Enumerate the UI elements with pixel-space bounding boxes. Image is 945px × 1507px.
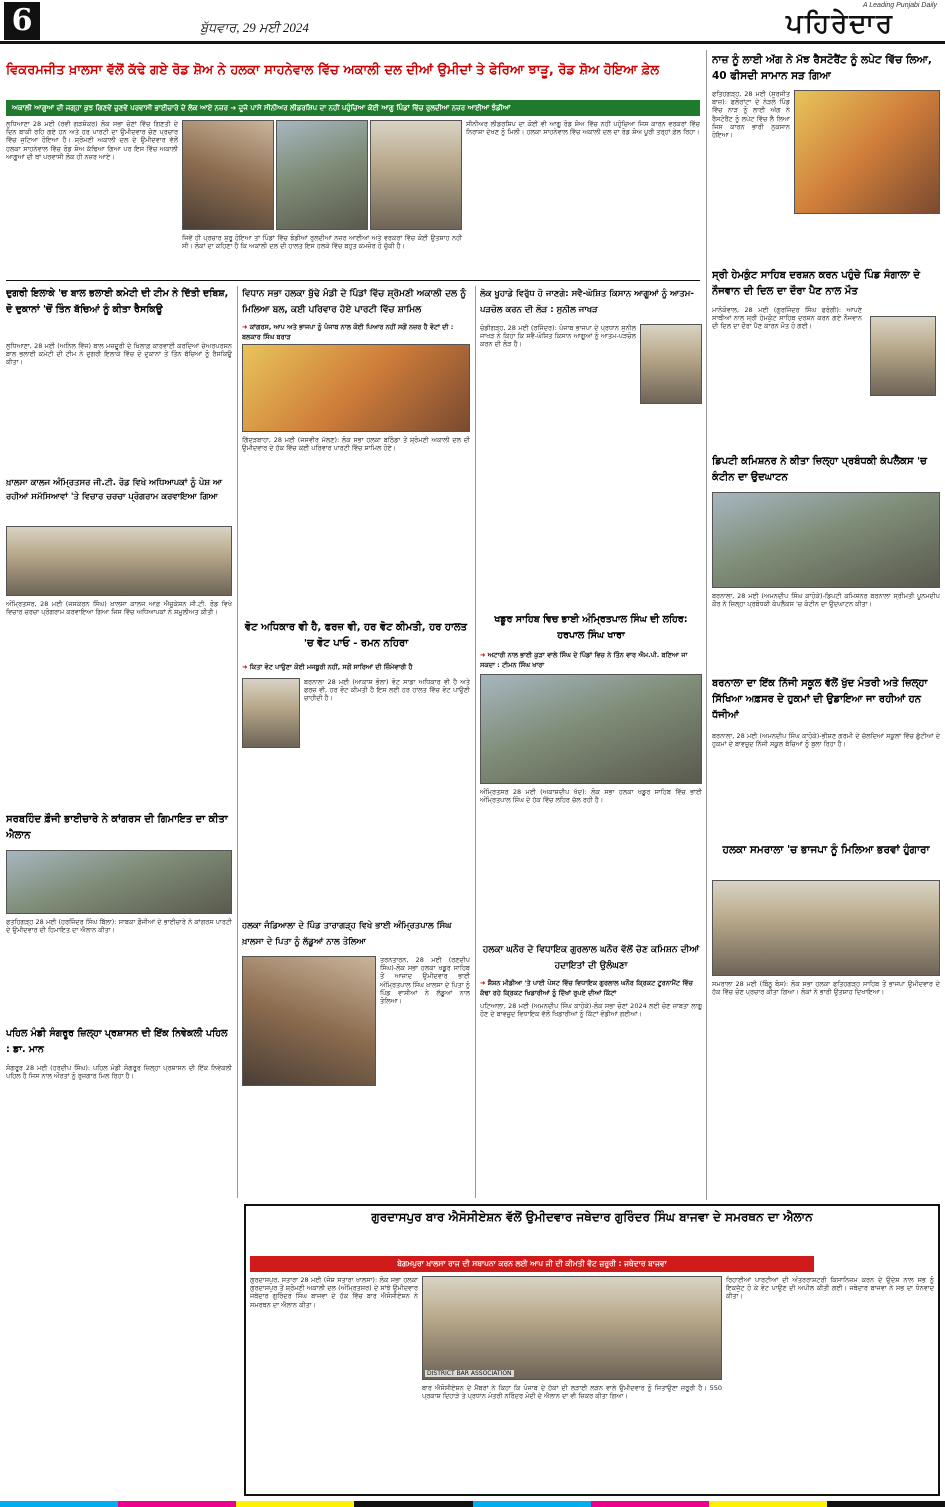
section-rule [6,280,700,281]
col1-body-3: ਫਤਹਿਗੜ੍ਹ 28 ਮਈ (ਹਰਜਿੰਦਰ ਸਿੰਘ ਬਿੱਲਾ): ਸਾਬਕਾ ਫ਼ੌਜੀਆਂ ਦੇ ਭਾਈਚਾਰੇ ਨੇ ਕਾਂਗਰਸ ਪਾਰਟੀ ਦੇ ਉਮੀਦਵਾਰ ਦੀ ਹਿਮਾਇਤ ਦਾ ਐਲਾਨ ਕੀਤਾ। [6,918,232,935]
lead-body-3: ਸੀਨੀਅਰ ਲੀਡਰਸ਼ਿਪ ਦਾ ਕੋਈ ਵੀ ਆਗੂ ਰੋਡ ਸ਼ੋਅ ਵਿੱਚ ਨਹੀਂ ਪਹੁੰਚਿਆ ਜਿਸ ਕਾਰਨ ਵਰਕਰਾਂ ਵਿੱਚ ਨਿਰਾਸ਼ਾ ਦੇਖਣ ਨੂੰ ਮਿਲੀ। ਹਲਕਾ ਸਾਹਨੇਵਾਲ ਵਿੱਚ ਅਕਾਲੀ ਦਲ ਦਾ ਰੋਡ ਸ਼ੋਅ ਪੂਰੀ ਤਰ੍ਹਾਂ ਫ਼ੇਲ ਰਿਹਾ। [466,120,700,137]
col2-headline-2: ਵੋਟ ਅਧਿਕਾਰ ਵੀ ਹੈ, ਫਰਜ਼ ਵੀ, ਹਰ ਵੋਟ ਕੀਮਤੀ, ਹਰ ਹਾਲਤ 'ਚ ਵੋਟ ਪਾਓ - ਰਮਨ ਨਹਿਰਾ [244,622,468,649]
hemkunt-body: ਮਾਨੋਕੋਵਾਲ, 28 ਮਈ (ਗੁਰਜਿੰਦਰ ਸਿੰਘ ਫਰੰਗੀ): ਆਪਣੇ ਸਾਥੀਆਂ ਨਾਲ ਸ੍ਰੀ ਹੇਮਕੁੰਟ ਸਾਹਿਬ ਦਰਸ਼ਨ ਕਰਨ ਗਏ ਨੌਜਵਾਨ ਦੀ ਦਿਲ ਦਾ ਦੌਰਾ ਪੈਣ ਕਾਰਨ ਮੌਤ ਹੋ ਗਈ। [712,306,862,331]
bottom-body-left: ਗੁਰਦਾਸਪੁਰ, ਸਤਾਰਾ 28 ਮਈ (ਜੋਸ਼ ਸਤਾਰਾ ਖਾਲਸਾ): ਲੋਕ ਸਭਾ ਹਲਕਾ ਗੁਰਦਾਸਪੁਰ ਤੋਂ ਸ਼੍ਰੋਮਣੀ ਅਕਾਲੀ ਦਲ (ਅੰਮ੍ਰਿਤਸਰ) ਦੇ ਸਾਂਝੇ ਉਮੀਦਵਾਰ ਜਥੇਦਾਰ ਗੁਰਿੰਦਰ ਸਿੰਘ ਬਾਜਵਾ ਦੇ ਹੱਕ ਵਿੱਚ ਬਾਰ ਐਸੋਸੀਏਸ਼ਨ ਨੇ ਸਮਰਥਨ ਦਾ ਐਲਾਨ ਕੀਤਾ। [250,1276,418,1309]
masthead [0,0,945,44]
fire-headline: ਨਾਜ਼ ਨੂੰ ਲਾਈ ਅੱਗ ਨੇ ਮੱਝ ਰੈਸਟੋਰੈਂਟ ਨੂੰ ਲਪੇਟ ਵਿੱਚ ਲਿਆ, 40 ਫੀਸਦੀ ਸਾਮਾਨ ਸੜ ਗਿਆ [712,54,932,82]
column-divider [237,286,238,1198]
samrala-body: ਸਮਰਾਲਾ 28 ਮਈ (ਬਿੰਨੂ ਬੋਸ): ਲੋਕ ਸਭਾ ਹਲਕਾ ਫਤਿਹਗੜ੍ਹ ਸਾਹਿਬ ਤੋਂ ਭਾਜਪਾ ਉਮੀਦਵਾਰ ਦੇ ਹੱਕ ਵਿੱਚ ਚੋਣ ਪ੍ਰਚਾਰ ਕੀਤਾ ਗਿਆ। ਲੋਕਾਂ ਨੇ ਭਾਰੀ ਉਤਸ਼ਾਹ ਦਿਖਾਇਆ। [712,980,940,997]
bottom-body-mid: ਬਾਰ ਐਸੋਸੀਏਸ਼ਨ ਦੇ ਮੈਂਬਰਾਂ ਨੇ ਕਿਹਾ ਕਿ ਪੰਜਾਬ ਦੇ ਹੱਕਾਂ ਦੀ ਲੜਾਈ ਲੜਨ ਵਾਲੇ ਉਮੀਦਵਾਰ ਨੂੰ ਜਿਤਾਉਣਾ ਜ਼ਰੂਰੀ ਹੈ। 550 ਪ੍ਰਕਾਸ਼ ਦਿਹਾੜੇ ਤੇ ਪ੍ਰਧਾਨ ਮੰਤਰੀ ਨਰਿੰਦਰ ਮੋਦੀ ਦੇ ਐਲਾਨ ਦਾ ਵੀ ਜ਼ਿਕਰ ਕੀਤਾ ਗਿਆ। [422,1384,722,1401]
lead-photo-3 [370,120,462,230]
arrow-bullet-icon: ➜ [480,651,486,659]
col3-subhead-2 [480,650,702,670]
col3-photo-1 [640,324,702,404]
col3-body-1: ਚੰਡੀਗੜ੍ਹ, 28 ਮਈ (ਰਜਿੰਦਰ): ਪੰਜਾਬ ਭਾਜਪਾ ਦੇ ਪ੍ਰਧਾਨ ਸੁਨੀਲ ਜਾਖੜ ਨੇ ਕਿਹਾ ਕਿ ਸਵੈ-ਘੋਸ਼ਿਤ ਕਿਸਾਨ ਆਗੂਆਂ ਨੂੰ ਆਤਮ-ਪੜਚੋਲ ਕਰਨ ਦੀ ਲੋੜ ਹੈ। [480,324,636,349]
col1-headline-4: ਪਹਿਲ ਮੰਡੀ ਸੰਗਰੂਰ ਜ਼ਿਲ੍ਹਾ ਪ੍ਰਸ਼ਾਸਨ ਦੀ ਇੱਕ ਨਿਵੇਕਲੀ ਪਹਿਲ : ਡਾ. ਮਾਨ [6,1028,228,1055]
col1-headline-1: ਦੁਗਰੀ ਇਲਾਕੇ 'ਚ ਬਾਲ ਭਲਾਈ ਕਮੇਟੀ ਦੀ ਟੀਮ ਨੇ ਦਿੱਤੀ ਦਬਿਸ਼, ਦੋ ਦੁਕਾਨਾਂ 'ਚੋਂ ਤਿੰਨ ਬੱਚਿਆਂ ਨੂੰ ਕੀਤਾ ਰੈਸਕਿਊ [6,288,229,315]
column-divider [475,286,476,1198]
school-headline: ਬਰਨਾਲਾ ਦਾ ਇੱਕ ਨਿੱਜੀ ਸਕੂਲ ਵੱਲੋਂ ਖੁੱਦ ਮੰਤਰੀ ਅਤੇ ਜ਼ਿਲ੍ਹਾ ਸਿੱਖਿਆ ਅਫ਼ਸਰ ਦੇ ਹੁਕਮਾਂ ਦੀ ਉਡਾਇਆ ਜਾ ਰਹੀਆਂ ਹਨ ਧੱਜੀਆਂ [712,678,928,721]
col2-body-3: ਤਰਨਤਾਰਨ, 28 ਮਈ (ਰਣਦੀਪ ਸਿੰਘ)-ਲੋਕ ਸਭਾ ਹਲਕਾ ਖਡੂਰ ਸਾਹਿਬ ਤੋਂ ਆਜ਼ਾਦ ਉਮੀਦਵਾਰ ਭਾਈ ਅੰਮ੍ਰਿਤਪਾਲ ਸਿੰਘ ਖ਼ਾਲਸਾ ਦੇ ਪਿਤਾ ਨੂੰ ਪਿੰਡ ਵਾਸੀਆਂ ਨੇ ਲੱਡੂਆਂ ਨਾਲ ਤੋਲਿਆ। [380,956,470,1006]
bottom-photo [422,1276,722,1380]
col3-subhead-2-text: ਅਟਾਰੀ ਨਾਲ ਭਾਈ ਕੁੜਾ ਵਾਲੇ ਸਿੰਘ ਦੇ ਪਿੰਡਾਂ ਵਿਚ ਨੇ ਤਿੰਨ ਵਾਰ ਐਮ.ਪੀ. ਬਣਿਆ ਜਾ ਸਕਦਾ : ਟੀਮਨ ਸਿੰਘ ਖਾਰਾ [480,651,688,669]
col1-headline-2: ਖ਼ਾਲਸਾ ਕਾਲਜ ਅੰਮ੍ਰਿਤਸਰ ਜੀ.ਟੀ. ਰੋਡ ਵਿਖੇ ਅਧਿਆਪਕਾਂ ਨੂੰ ਪੇਸ਼ ਆ ਰਹੀਆਂ ਸਮੱਸਿਆਵਾਂ 'ਤੇ ਵਿਚਾਰ ਚਰਚਾ ਪ੍ਰੋਗਰਾਮ ਕਰਵਾਇਆ ਗਿਆ [6,478,223,502]
samrala-headline: ਹਲਕਾ ਸਮਰਾਲਾ 'ਚ ਭਾਜਪਾ ਨੂੰ ਮਿਲਿਆ ਭਰਵਾਂ ਹੁੰਗਾਰਾ [722,844,930,856]
canteen-body: ਬਰਨਾਲਾ, 28 ਮਈ (ਅਮਨਦੀਪ ਸਿੰਘ ਕਾਹੋਕੇ)-ਡਿਪਟੀ ਕਮਿਸ਼ਨਰ ਬਰਨਾਲਾ ਸ੍ਰੀਮਤੀ ਪੂਨਮਦੀਪ ਕੌਰ ਨੇ ਜ਼ਿਲ੍ਹਾ ਪ੍ਰਬੰਧਕੀ ਕੰਪਲੈਕਸ 'ਚ ਕੰਟੀਨ ਦਾ ਉਦਘਾਟਨ ਕੀਤਾ। [712,592,940,609]
col3-headline-2: ਖਡੂਰ ਸਾਹਿਬ ਵਿਚ ਭਾਈ ਅੰਮ੍ਰਿਤਪਾਲ ਸਿੰਘ ਦੀ ਲਹਿਰ: ਹਰਪਾਲ ਸਿੰਘ ਖਾਰਾ [494,614,688,641]
col2-subhead-1-text: ਕਾਂਗਰਸ, ਆਪ ਅਤੇ ਭਾਜਪਾ ਨੂੰ ਪੰਜਾਬ ਨਾਲ ਕੋਈ ਪਿਆਰ ਨਹੀਂ ਸਗੋਂ ਨਜ਼ਰ ਹੈ ਵੋਟਾਂ ਦੀ : ਬਲਕਾਰ ਸਿੰਘ ਬਰਾੜ [242,323,454,341]
samrala-photo [712,880,940,976]
col2-headline-3: ਹਲਕਾ ਜੰਡਿਆਲਾ ਦੇ ਪਿੰਡ ਤਾਰਾਗੜ੍ਹ ਵਿਖੇ ਭਾਈ ਅੰਮ੍ਰਿਤਪਾਲ ਸਿੰਘ ਖ਼ਾਲਸਾ ਦੇ ਪਿਤਾ ਨੂੰ ਲੱਡੂਆਂ ਨਾਲ ਤੋਲਿਆ [242,921,452,947]
school-body: ਬਰਨਾਲਾ, 28 ਮਈ (ਅਮਨਦੀਪ ਸਿੰਘ ਕਾਹੋਕੇ)-ਭੀਸ਼ਣ ਗਰਮੀ ਦੇ ਚੱਲਦਿਆਂ ਸਕੂਲਾਂ ਵਿੱਚ ਛੁੱਟੀਆਂ ਦੇ ਹੁਕਮਾਂ ਦੇ ਬਾਵਜੂਦ ਨਿੱਜੀ ਸਕੂਲ ਬੱਚਿਆਂ ਨੂੰ ਬੁਲਾ ਰਿਹਾ ਹੈ। [712,732,940,749]
canteen-photo [712,492,940,588]
issue-date: ਬੁੱਧਵਾਰ, 29 ਮਈ 2024 [200,20,309,35]
col3-headline-1: ਲੋਕ ਖੂਹਾਡੇ ਵਿਰੁੱਧ ਹੋ ਜਾਣਗੇ: ਸਵੈ-ਘੋਸ਼ਿਤ ਕਿਸਾਨ ਆਗੂਆਂ ਨੂੰ ਆਤਮ-ਪੜਚੋਲ ਕਰਨ ਦੀ ਲੋੜ : ਸੁਨੀਲ ਜਾਖੜ [480,289,694,315]
col2-body-2: ਬਰਨਾਲਾ 28 ਮਈ (ਆਕਾਸ਼ ਭੋਲਾ) ਵੋਟ ਸਾਡਾ ਅਧਿਕਾਰ ਵੀ ਹੈ ਅਤੇ ਫਰਜ਼ ਵੀ, ਹਰ ਵੋਟ ਕੀਮਤੀ ਹੈ ਇਸ ਲਈ ਹਰ ਹਾਲਤ ਵਿੱਚ ਵੋਟ ਪਾਉਣੀ ਚਾਹੀਦੀ ਹੈ। [304,678,470,703]
arrow-bullet-icon: ➜ [242,663,248,671]
fire-body: ਫਤਿਹਗੜ੍ਹ, 28 ਮਈ (ਸੁਰਜੀਤ ਬਾਜ਼): ਫਲੋਰਾਂਟਾ ਦੇ ਨੇੜਲੇ ਪਿੰਡ ਵਿੱਚ ਨਾੜ ਨੂੰ ਲਾਈ ਅੱਗ ਨੇ ਰੈਸਟੋਰੈਂਟ ਨੂੰ ਲਪੇਟ ਵਿੱਚ ਲੈ ਲਿਆ ਜਿਸ ਕਾਰਨ ਭਾਰੀ ਨੁਕਸਾਨ ਹੋਇਆ। [712,90,790,140]
bottom-strap: ਬੇਗਮਪੁਰਾ ਖ਼ਾਲਸਾ ਰਾਜ ਦੀ ਸਥਾਪਨਾ ਕਰਨ ਲਈ ਆਪ ਜੀ ਦੀ ਕੀਮਤੀ ਵੋਟ ਜ਼ਰੂਰੀ : ਜਥੇਦਾਰ ਬਾਜਵਾ [250,1256,814,1272]
col1-photo-1 [6,526,232,596]
col3-subhead-3-text: ਸ਼ੈਸ਼ਨ ਮੀਡੀਆ 'ਤੇ ਪਾਈ ਪੋਸਟ ਵਿੱਚ ਵਿਧਾਇਕ ਗੁਰਲਾਲ ਘਨੌਰ ਕ੍ਰਿਕਟ ਟੂਰਨਾਮੈਂਟ ਵਿੱਚ ਕੱਢਾ ਰਹੇ ਕ੍ਰਿਕਟ ਖਿਡਾਰੀਆਂ ਨੂੰ ਦਿੱਖਾਂ ਰੁਪਏ ਦੀਆਂ ਕਿੱਟਾਂ [480,979,693,997]
canteen-headline: ਡਿਪਟੀ ਕਮਿਸ਼ਨਰ ਨੇ ਕੀਤਾ ਜ਼ਿਲ੍ਹਾ ਪ੍ਰਬੰਧਕੀ ਕੰਪਲੈਕਸ 'ਚ ਕੰਟੀਨ ਦਾ ਉਦਘਾਟਨ [712,456,927,483]
arrow-bullet-icon: ➜ [480,979,486,987]
arrow-bullet-icon: ➜ [242,323,248,331]
print-color-bar [0,1501,945,1507]
lead-body-1: ਲੁਧਿਆਣਾ 28 ਮਈ (ਰਵੀ ਗੜਸ਼ੰਕਰ) ਲੋਕ ਸਭਾ ਚੋਣਾਂ ਵਿੱਚ ਗਿਣਤੀ ਦੇ ਦਿਨ ਬਾਕੀ ਰਹਿ ਗਏ ਹਨ ਅਤੇ ਹਰ ਪਾਰਟੀ ਦਾ ਉਮੀਦਵਾਰ ਚੋਣ ਪ੍ਰਚਾਰ ਵਿੱਚ ਜੁਟਿਆ ਹੋਇਆ ਹੈ। ਸ਼੍ਰੋਮਣੀ ਅਕਾਲੀ ਦਲ ਦੇ ਉਮੀਦਵਾਰ ਵੱਲੋਂ ਹਲਕਾ ਸਾਹਨੇਵਾਲ ਵਿੱਚ ਰੋਡ ਸ਼ੋਅ ਕੱਢਿਆ ਗਿਆ ਪਰ ਇਸ ਵਿੱਚ ਅਕਾਲੀ ਆਗੂਆਂ ਦੀ ਥਾਂ ਪਰਵਾਸੀ ਲੋਕ ਹੀ ਨਜ਼ਰ ਆਏ। [6,120,178,161]
col2-photo-3 [242,956,376,1086]
lead-photo-1 [182,120,274,230]
photo-sign-text: DISTRICT BAR ASSOCIATION [427,1370,512,1377]
lead-strap: ਅਕਾਲੀ ਆਗੂਆਂ ਦੀ ਜਗ੍ਹਾ ਕੁਝ ਗਿਣਵੇਂ ਚੁਣਵੇਂ ਪਰਵਾਸੀ ਭਾਈਚਾਰੇ ਦੇ ਲੋਕ ਆਏ ਨਜ਼ਰ ➜ ਦੂਜੇ ਪਾਸੇ ਸੀਨੀਅਰ ਲੀਡਰਸ਼ਿਪ ਦਾ ਨਹੀਂ ਪਹੁੰਚਿਆ ਕੋਈ ਆਗੂ ਪਿੰਡਾਂ ਵਿੱਚ ਰੁਲਦੀਆਂ ਨਜ਼ਰ ਆਈਆਂ ਝੰਡੀਆਂ [6,100,700,116]
col2-photo-2 [242,678,300,748]
col3-photo-2 [480,674,702,784]
tagline: A Leading Punjabi Daily [862,2,937,9]
fire-photo [794,90,940,214]
col1-body-2: ਅੰਮ੍ਰਿਤਸਰ, 28 ਮਈ (ਜਸਕਰਨ ਸਿੰਘ) ਖ਼ਾਲਸਾ ਕਾਲਜ ਆਫ਼ ਐਜੂਕੇਸ਼ਨ ਜੀ.ਟੀ. ਰੋਡ ਵਿਖੇ ਵਿਚਾਰ ਚਰਚਾ ਪ੍ਰੋਗਰਾਮ ਕਰਵਾਇਆ ਗਿਆ ਜਿਸ ਵਿੱਚ ਅਧਿਆਪਕਾਂ ਨੇ ਸ਼ਮੂਲੀਅਤ ਕੀਤੀ। [6,600,232,617]
col1-photo-2 [6,850,232,914]
hemkunt-photo [870,316,936,396]
column-divider [706,50,707,1200]
col3-body-3: ਪਟਿਆਲਾ, 28 ਮਈ (ਅਮਨਦੀਪ ਸਿੰਘ ਕਾਹੋਕੇ)-ਲੋਕ ਸਭਾ ਚੋਣਾਂ 2024 ਲਈ ਚੋਣ ਜ਼ਾਬਤਾ ਲਾਗੂ ਹੋਣ ਦੇ ਬਾਵਜੂਦ ਵਿਧਾਇਕ ਵੱਲੋਂ ਖਿਡਾਰੀਆਂ ਨੂੰ ਕਿੱਟਾਂ ਵੰਡੀਆਂ ਗਈਆਂ। [480,1002,702,1019]
col2-photo-1 [242,344,470,432]
lead-headline: ਵਿਕਰਮਜੀਤ ਖ਼ਾਲਸਾ ਵੱਲੋਂ ਕੱਢੇ ਗਏ ਰੋਡ ਸ਼ੋਅ ਨੇ ਹਲਕਾ ਸਾਹਨੇਵਾਲ ਵਿੱਚ ਅਕਾਲੀ ਦਲ ਦੀਆਂ ਉਮੀਦਾਂ ਤੇ ਫੇਰਿਆ ਝਾੜੂ, ਰੋਡ ਸ਼ੋਅ ਹੋਇਆ ਫ਼ੇਲ [6,63,660,78]
col2-subhead-2 [242,662,470,674]
col2-subhead-1 [242,322,470,342]
col3-headline-3: ਹਲਕਾ ਘਨੌਰ ਦੇ ਵਿਧਾਇਕ ਗੁਰਲਾਲ ਘਨੌਰ ਵੱਲੋਂ ਚੋਣ ਕਮਿਸ਼ਨ ਦੀਆਂ ਹਦਾਇਤਾਂ ਦੀ ਉਲੰਘਣਾ [482,945,700,971]
col1-body-1: ਲੁਧਿਆਣਾ, 28 ਮਈ (ਅਨਿਲ ਵਿੱਜ) ਬਾਲ ਮਜ਼ਦੂਰੀ ਦੇ ਖ਼ਿਲਾਫ਼ ਕਾਰਵਾਈ ਕਰਦਿਆਂ ਚੇਅਰਪਰਸਨ ਬਾਲ ਭਲਾਈ ਕਮੇਟੀ ਦੀ ਟੀਮ ਨੇ ਦੁਗਰੀ ਇਲਾਕੇ ਵਿੱਚ ਦੋ ਦੁਕਾਨਾਂ ਤੋਂ ਤਿੰਨ ਬੱਚਿਆਂ ਨੂੰ ਰੈਸਕਿਊ ਕੀਤਾ। [6,342,232,367]
newspaper-logo: ਪਹਿਰੇਦਾਰ [786,9,894,39]
col2-headline-1: ਵਿਧਾਨ ਸਭਾ ਹਲਕਾ ਬੁੱਢੇ ਮੰਡੀ ਦੇ ਪਿੰਡਾਂ ਵਿੱਚ ਸ਼੍ਰੋਮਣੀ ਅਕਾਲੀ ਦਲ ਨੂੰ ਮਿਲਿਆ ਬਲ, ਕਈ ਪਰਿਵਾਰ ਹੋਏ ਪਾਰਟੀ ਵਿੱਚ ਸ਼ਾਮਿਲ [242,289,467,315]
col2-subhead-2-text: ਕਿਤਾ ਵੋਟ ਪਾਉਣਾ ਕੋਈ ਮਜਬੂਰੀ ਨਹੀਂ, ਸਗੋਂ ਸਾਰਿਆਂ ਦੀ ਜ਼ਿੰਮੇਵਾਰੀ ਹੈ [249,663,413,671]
bottom-headline: ਗੁਰਦਾਸਪੁਰ ਬਾਰ ਐਸੋਸੀਏਸ਼ਨ ਵੱਲੋਂ ਉਮੀਦਵਾਰ ਜਥੇਦਾਰ ਗੁਰਿੰਦਰ ਸਿੰਘ ਬਾਜਵਾ ਦੇ ਸਮਰਥਨ ਦਾ ਐਲਾਨ [371,1210,813,1224]
bottom-body-right: ਰਿਹਾਈਆਂ ਪਾਰਟੀਆਂ ਦੀ ਅੰਤਰਰਾਸ਼ਟਰੀ ਕਿਸਾਨਿਜ਼ਮ ਕਰਨ ਦੇ ਉਦੇਸ਼ ਨਾਲ ਸਭ ਨੂੰ ਇਕਜੁੱਟ ਹੋ ਕੇ ਵੋਟ ਪਾਉਣ ਦੀ ਅਪੀਲ ਕੀਤੀ ਗਈ। ਜਥੇਦਾਰ ਬਾਜਵਾ ਨੇ ਸਭ ਦਾ ਧੰਨਵਾਦ ਕੀਤਾ। [726,1276,934,1301]
page-number: 6 [4,2,40,40]
col1-headline-3: ਸਰਬਹਿੰਦ ਫ਼ੌਜੀ ਭਾਈਚਾਰੇ ਨੇ ਕਾਂਗਰਸ ਦੀ ਗਿਮਾਇਤ ਦਾ ਕੀਤਾ ਐਲਾਨ [6,814,228,841]
col2-body-1: ਗਿੱਦੜਬਾਹਾ, 28 ਮਈ (ਜਸਵੀਰ ਮੱਲਣ): ਲੋਕ ਸਭਾ ਹਲਕਾ ਬਠਿੰਡਾ ਤੋਂ ਸ਼੍ਰੋਮਣੀ ਅਕਾਲੀ ਦਲ ਦੀ ਉਮੀਦਵਾਰ ਦੇ ਹੱਕ ਵਿੱਚ ਕਈ ਪਰਿਵਾਰ ਪਾਰਟੀ ਵਿੱਚ ਸ਼ਾਮਿਲ ਹੋਏ। [242,436,470,453]
hemkunt-headline: ਸ੍ਰੀ ਹੇਮਕੁੰਟ ਸਾਹਿਬ ਦਰਸ਼ਨ ਕਰਨ ਪਹੁੰਚੇ ਪਿੰਡ ਸੰਗਾਲਾ ਦੇ ਨੌਜਵਾਨ ਦੀ ਦਿਲ ਦਾ ਦੌਰਾ ਪੈਣ ਨਾਲ ਮੌਤ [712,270,921,297]
col3-body-2: ਅੰਮ੍ਰਿਤਸਰ 28 ਮਈ (ਅਕਾਸ਼ਦੀਪ ਖੱਦ): ਲੋਕ ਸਭਾ ਹਲਕਾ ਖਡੂਰ ਸਾਹਿਬ ਵਿੱਚ ਭਾਈ ਅੰਮ੍ਰਿਤਪਾਲ ਸਿੰਘ ਦੇ ਹੱਕ ਵਿੱਚ ਲਹਿਰ ਚੱਲ ਰਹੀ ਹੈ। [480,788,702,805]
lead-photo-2 [276,120,368,230]
col3-subhead-3 [480,978,702,998]
lead-body-2: ਜਿਵੇਂ ਹੀ ਪ੍ਰਚਾਰ ਸ਼ੁਰੂ ਹੋਇਆ ਤਾਂ ਪਿੰਡਾਂ ਵਿੱਚ ਝੰਡੀਆਂ ਰੁਲਦੀਆਂ ਨਜ਼ਰ ਆਈਆਂ ਅਤੇ ਵਰਕਰਾਂ ਵਿੱਚ ਕੋਈ ਉਤਸ਼ਾਹ ਨਹੀਂ ਸੀ। ਲੋਕਾਂ ਦਾ ਕਹਿਣਾ ਹੈ ਕਿ ਅਕਾਲੀ ਦਲ ਦੀ ਹਾਲਤ ਇਸ ਹਲਕੇ ਵਿੱਚ ਬਹੁਤ ਕਮਜ਼ੋਰ ਹੋ ਚੁੱਕੀ ਹੈ। [182,234,462,251]
col1-body-4: ਸੰਗਰੂਰ 28 ਮਈ (ਹਰਦੀਪ ਸਿੰਘ): ਪਹਿਲ ਮੰਡੀ ਸੰਗਰੂਰ ਜ਼ਿਲ੍ਹਾ ਪ੍ਰਸ਼ਾਸਨ ਦੀ ਇੱਕ ਨਿਵੇਕਲੀ ਪਹਿਲ ਹੈ ਜਿਸ ਨਾਲ ਔਰਤਾਂ ਨੂੰ ਰੁਜ਼ਗਾਰ ਮਿਲ ਰਿਹਾ ਹੈ। [6,1064,232,1081]
